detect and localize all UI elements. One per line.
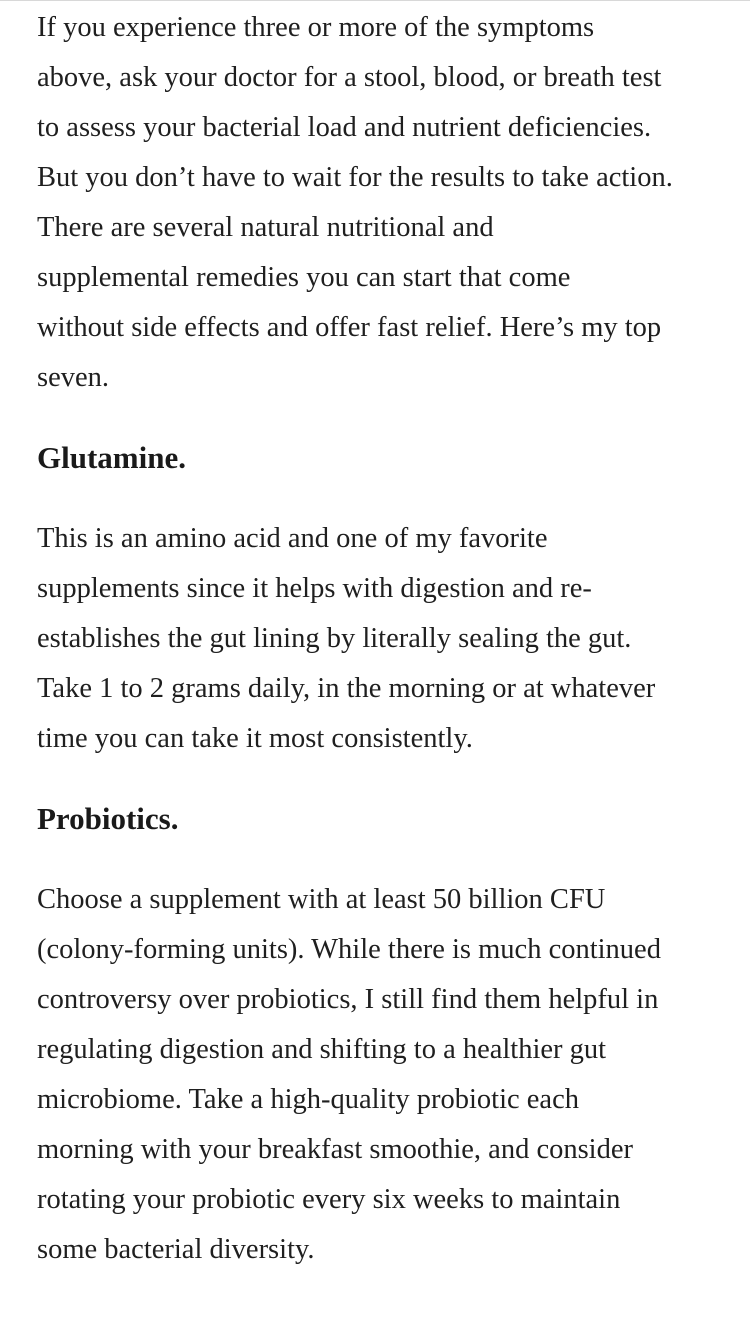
paragraph-line: rotating your probiotic every six weeks to maintain xyxy=(37,1184,621,1215)
paragraph-line: Take 1 to 2 grams daily, in the morning or at whatever xyxy=(37,673,656,704)
paragraph-line: some bacterial diversity. xyxy=(37,1234,315,1265)
paragraph-line: morning with your breakfast smoothie, and consider xyxy=(37,1134,633,1165)
glutamine-paragraph xyxy=(37,514,727,764)
article-body xyxy=(37,0,727,1275)
paragraph-line: Choose a supplement with at least 50 billion CFU xyxy=(37,884,606,915)
paragraph-line: establishes the gut lining by literally sealing the gut. xyxy=(37,623,632,654)
intro-paragraph xyxy=(37,3,727,403)
section-heading-glutamine: Glutamine. xyxy=(37,440,186,475)
paragraph-line: regulating digestion and shifting to a healthier gut xyxy=(37,1034,607,1065)
paragraph-line: supplemental remedies you can start that come xyxy=(37,262,571,293)
paragraph-line: supplements since it helps with digestion and re- xyxy=(37,573,592,604)
paragraph-line: above, ask your doctor for a stool, blood, or breath test xyxy=(37,62,662,93)
paragraph-line: But you don’t have to wait for the results to take action. xyxy=(37,162,673,193)
paragraph-line: microbiome. Take a high-quality probiotic each xyxy=(37,1084,579,1115)
paragraph-line: This is an amino acid and one of my favorite xyxy=(37,523,548,554)
paragraph-line: controversy over probiotics, I still find them helpful in xyxy=(37,984,659,1015)
paragraph-line: There are several natural nutritional and xyxy=(37,212,494,243)
section-heading-probiotics: Probiotics. xyxy=(37,801,179,836)
paragraph-line: If you experience three or more of the symptoms xyxy=(37,12,595,43)
paragraph-line: to assess your bacterial load and nutrient deficiencies. xyxy=(37,112,652,143)
paragraph-line: (colony-forming units). While there is much continued xyxy=(37,934,661,965)
paragraph-line: seven. xyxy=(37,362,110,393)
paragraph-line: without side effects and offer fast relief. Here’s my top xyxy=(37,312,662,343)
probiotics-paragraph xyxy=(37,875,727,1275)
paragraph-line: time you can take it most consistently. xyxy=(37,723,473,754)
